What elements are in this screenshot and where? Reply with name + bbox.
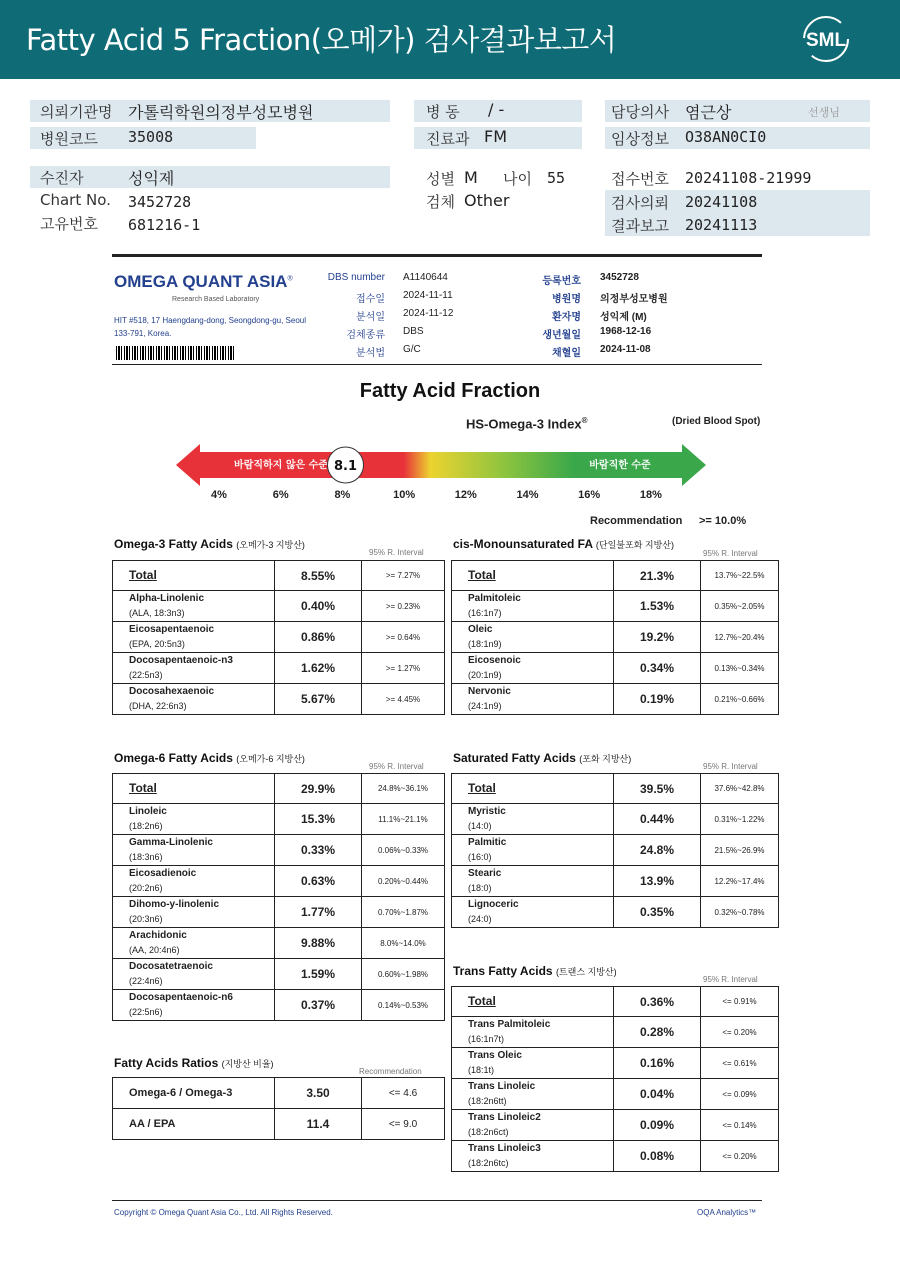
row-value: 0.40% xyxy=(275,591,362,622)
row-name-text: Docosapentaenoic-n6 xyxy=(129,992,233,1003)
row-range: 12.2%~17.4% xyxy=(701,866,779,897)
doctor-label: 담당의사 xyxy=(611,103,669,121)
table-row xyxy=(113,561,445,591)
row-range: >= 4.45% xyxy=(362,684,445,715)
meta-right-label: 등록번호 xyxy=(542,276,581,287)
row-name-sub: (24:0) xyxy=(468,914,492,924)
fraction-title: Fatty Acid Fraction xyxy=(359,380,541,402)
row-name-text: Palmitoleic xyxy=(468,593,521,604)
hospital-code-label: 병원코드 xyxy=(40,130,98,148)
lab-top-rule xyxy=(112,254,762,257)
row-name-text: Docosahexaenoic xyxy=(129,686,215,697)
meta-left-value: 2024-11-11 xyxy=(403,290,453,301)
row-name-text: Stearic xyxy=(468,868,502,879)
row-value: 0.36% xyxy=(614,987,701,1017)
row-value: 0.19% xyxy=(614,684,701,715)
row-range: 24.8%~36.1% xyxy=(362,774,445,804)
row-name xyxy=(452,1141,614,1172)
row-range: 21.5%~26.9% xyxy=(701,835,779,866)
row-name xyxy=(113,959,275,990)
row-range: 13.7%~22.5% xyxy=(701,561,779,591)
row-name-text: Oleic xyxy=(468,624,493,635)
row-range: 0.60%~1.98% xyxy=(362,959,445,990)
omega6-title-sub: (오메가-6 지방산) xyxy=(236,754,305,764)
table-row xyxy=(452,561,779,591)
row-name xyxy=(452,591,614,622)
row-name xyxy=(452,653,614,684)
row-range: >= 0.64% xyxy=(362,622,445,653)
row-range: <= 0.14% xyxy=(701,1110,779,1141)
row-value: 0.16% xyxy=(614,1048,701,1079)
row-name-sub: (20:3n6) xyxy=(129,914,163,924)
table-row xyxy=(452,653,779,684)
row-name-sub: (18:1n9) xyxy=(468,639,502,649)
row-range: <= 0.20% xyxy=(701,1141,779,1172)
row-name-sub: (24:1n9) xyxy=(468,701,502,711)
table-row xyxy=(452,774,779,804)
recommendation-label: Recommendation xyxy=(590,515,683,527)
row-name-text: Lignoceric xyxy=(468,899,519,910)
meta-left-value: DBS xyxy=(403,326,424,337)
row-name-sub: (14:0) xyxy=(468,821,492,831)
meta-left-value: G/C xyxy=(403,344,421,355)
id-label: 고유번호 xyxy=(40,215,98,233)
omega3-title xyxy=(114,537,305,551)
row-name-sub: (20:1n9) xyxy=(468,670,502,680)
report-value: 20241113 xyxy=(685,216,758,234)
row-name xyxy=(452,684,614,715)
dept-value: FM xyxy=(484,127,508,146)
row-name-text: Myristic xyxy=(468,806,506,817)
index-value: 8.1 xyxy=(333,459,358,474)
row-value: 11.4 xyxy=(275,1109,362,1140)
row-range: 11.1%~21.1% xyxy=(362,804,445,835)
table-row xyxy=(452,622,779,653)
row-name-sub: (16:1n7t) xyxy=(468,1034,505,1044)
gauge-tick-label: 6% xyxy=(272,489,289,501)
row-range: 12.7%~20.4% xyxy=(701,622,779,653)
clinical-label: 임상정보 xyxy=(611,130,669,148)
row-name xyxy=(113,774,275,804)
row-value: 0.63% xyxy=(275,866,362,897)
meta-right-value: 3452728 xyxy=(600,272,639,283)
omega6-title xyxy=(114,751,305,765)
row-value: 29.9% xyxy=(275,774,362,804)
row-value: 5.67% xyxy=(275,684,362,715)
row-name-text: Trans Linoleic xyxy=(468,1081,536,1092)
row-name-text: Arachidonic xyxy=(129,930,187,941)
row-name-sub: (16:1n7) xyxy=(468,608,502,618)
trans-table xyxy=(451,986,779,1172)
row-name-text: Eicosadienoic xyxy=(129,868,197,879)
row-name-text: Trans Palmitoleic xyxy=(468,1019,551,1030)
row-range: 37.6%~42.8% xyxy=(701,774,779,804)
request-label: 검사의뢰 xyxy=(611,194,669,212)
specimen-value: Other xyxy=(464,191,510,210)
table-row xyxy=(452,591,779,622)
row-name xyxy=(113,804,275,835)
index-marker xyxy=(327,447,363,483)
row-name xyxy=(113,653,275,684)
row-value: 3.50 xyxy=(275,1078,362,1109)
id-value: 681216-1 xyxy=(128,216,201,234)
table-row xyxy=(113,928,445,959)
row-name xyxy=(113,897,275,928)
row-value: 0.33% xyxy=(275,835,362,866)
row-value: 0.35% xyxy=(614,897,701,928)
row-range: <= 9.0 xyxy=(362,1109,445,1140)
row-name-text: Trans Linoleic3 xyxy=(468,1143,541,1154)
row-range: 0.31%~1.22% xyxy=(701,804,779,835)
mufa-title-text: cis-Monounsaturated FA xyxy=(453,537,593,551)
row-value: 0.08% xyxy=(614,1141,701,1172)
receipt-value: 20241108-21999 xyxy=(685,169,812,187)
gauge-tick-label: 10% xyxy=(393,489,416,501)
table-row xyxy=(113,774,445,804)
barcode-image xyxy=(116,346,236,360)
table-row xyxy=(113,622,445,653)
table-row xyxy=(452,1017,779,1048)
row-name xyxy=(452,1017,614,1048)
row-name-sub: (22:4n6) xyxy=(129,976,163,986)
row-name-sub: (DHA, 22:6n3) xyxy=(129,701,187,711)
omega-quant-logo xyxy=(114,272,293,292)
request-value: 20241108 xyxy=(685,193,758,211)
row-value: 39.5% xyxy=(614,774,701,804)
ratios-title xyxy=(114,1056,274,1070)
ward-label: 병 동 xyxy=(426,103,460,121)
row-range: <= 0.09% xyxy=(701,1079,779,1110)
meta-right-label: 환자명 xyxy=(552,312,581,323)
meta-right-value: 성익제 (M) xyxy=(600,312,647,323)
row-range: >= 7.27% xyxy=(362,561,445,591)
table-row xyxy=(452,1079,779,1110)
row-name-text: Dihomo-y-linolenic xyxy=(129,899,219,910)
row-value: 0.86% xyxy=(275,622,362,653)
row-range: >= 0.23% xyxy=(362,591,445,622)
patient-label: 수진자 xyxy=(40,169,84,187)
row-name-text: Docosatetraenoic xyxy=(129,961,213,972)
row-value: 1.53% xyxy=(614,591,701,622)
meta-right-label: 생년월일 xyxy=(542,330,581,341)
row-name-sub: (AA, 20:4n6) xyxy=(129,945,180,955)
row-name-sub: (16:0) xyxy=(468,852,492,862)
row-value: 24.8% xyxy=(614,835,701,866)
row-name xyxy=(452,1048,614,1079)
row-name-text: Trans Linoleic2 xyxy=(468,1112,541,1123)
patient-value: 성익제 xyxy=(128,169,175,188)
gauge-tick-label: 8% xyxy=(334,489,351,501)
row-name-sub: (18:2n6ct) xyxy=(468,1127,509,1137)
meta-right-label: 채혈일 xyxy=(552,348,581,359)
row-value: 0.44% xyxy=(614,804,701,835)
row-name xyxy=(113,835,275,866)
lab-bottom-rule xyxy=(112,364,762,365)
omega3-table xyxy=(112,560,445,715)
table-row xyxy=(113,1078,445,1109)
row-name xyxy=(452,622,614,653)
copyright-text: Copyright © Omega Quant Asia Co., Ltd. All Rights Reserved. xyxy=(114,1208,333,1217)
row-value: 13.9% xyxy=(614,866,701,897)
footer-rule xyxy=(112,1200,762,1201)
meta-right-value: 2024-11-08 xyxy=(600,344,651,355)
table-row xyxy=(452,684,779,715)
row-name xyxy=(113,866,275,897)
row-value: 19.2% xyxy=(614,622,701,653)
row-range: >= 1.27% xyxy=(362,653,445,684)
table-row xyxy=(113,897,445,928)
row-value: 0.09% xyxy=(614,1110,701,1141)
meta-right-value: 의정부성모병원 xyxy=(600,294,668,305)
row-name-text: Total xyxy=(468,994,496,1008)
sml-logo-text: SML xyxy=(805,30,847,51)
meta-right-label: 병원명 xyxy=(552,294,581,305)
row-name-text: Total xyxy=(129,568,157,582)
row-name-sub: (18:3n6) xyxy=(129,852,163,862)
meta-left-value: 2024-11-12 xyxy=(403,308,454,319)
trans-title-sub: (트랜스 지방산) xyxy=(555,967,617,977)
report-label: 결과보고 xyxy=(611,217,669,235)
omega6-table xyxy=(112,773,445,1021)
dept-label: 진료과 xyxy=(426,130,470,148)
table-row xyxy=(113,684,445,715)
hospital-code-value: 35008 xyxy=(128,128,174,146)
row-name xyxy=(452,835,614,866)
omega-quant-logo-text: OMEGA QUANT ASIA xyxy=(114,272,288,291)
row-name xyxy=(452,987,614,1017)
table-row xyxy=(113,835,445,866)
gauge-tick-label: 12% xyxy=(454,489,477,501)
mufa-title xyxy=(453,537,674,551)
trans-title xyxy=(453,964,617,978)
table-row xyxy=(452,1048,779,1079)
recommendation-value: >= 10.0% xyxy=(699,515,747,527)
row-name xyxy=(452,1110,614,1141)
meta-left-label: DBS number xyxy=(327,272,385,283)
doctor-value: 염근상 xyxy=(685,103,732,122)
row-range: <= 4.6 xyxy=(362,1078,445,1109)
row-name-text: AA / EPA xyxy=(129,1117,176,1130)
saturated-interval-label: 95% R. Interval xyxy=(703,762,758,771)
row-value: 0.34% xyxy=(614,653,701,684)
row-name xyxy=(113,928,275,959)
lab-address: HIT #518, 17 Haengdang-dong, Seongdong-gu, Seoul 133-791, Korea. xyxy=(114,316,307,338)
row-name-text: Gamma-Linolenic xyxy=(129,837,213,848)
row-range: 8.0%~14.0% xyxy=(362,928,445,959)
ward-value: / - xyxy=(488,100,505,119)
chart-label: Chart No. xyxy=(40,191,111,209)
row-name-text: Omega-6 / Omega-3 xyxy=(129,1086,233,1099)
row-name xyxy=(113,990,275,1021)
row-name xyxy=(113,561,275,591)
row-name-text: Eicosenoic xyxy=(468,655,521,666)
table-row xyxy=(113,804,445,835)
row-name xyxy=(113,684,275,715)
row-name-sub: (20:2n6) xyxy=(129,883,163,893)
institution-value: 가톨릭학원의정부성모병원 xyxy=(128,103,314,122)
meta-left-label: 검체종류 xyxy=(346,330,385,341)
row-value: 9.88% xyxy=(275,928,362,959)
row-name-sub: (22:5n3) xyxy=(129,670,163,680)
row-name-text: Eicosapentaenoic xyxy=(129,624,215,635)
omega-quant-logo-reg: ® xyxy=(287,275,293,283)
trans-title-text: Trans Fatty Acids xyxy=(453,964,553,978)
row-range: <= 0.91% xyxy=(701,987,779,1017)
gauge-tick-label: 16% xyxy=(578,489,601,501)
table-row xyxy=(113,866,445,897)
table-row xyxy=(113,1109,445,1140)
table-row xyxy=(113,653,445,684)
row-value: 8.55% xyxy=(275,561,362,591)
band-patient xyxy=(30,166,390,188)
ratios-rec-label: Recommendation xyxy=(359,1067,422,1076)
table-row xyxy=(452,1110,779,1141)
row-name-sub: (EPA, 20:5n3) xyxy=(129,639,185,649)
institution-label: 의뢰기관명 xyxy=(40,103,113,121)
row-name-text: Linoleic xyxy=(129,806,167,817)
row-value: 21.3% xyxy=(614,561,701,591)
row-name xyxy=(452,561,614,591)
row-name-text: Trans Oleic xyxy=(468,1050,522,1061)
row-value: 1.62% xyxy=(275,653,362,684)
age-value: 55 xyxy=(547,169,566,187)
sml-logo xyxy=(801,14,851,64)
row-name-sub: (18:2n6tc) xyxy=(468,1158,509,1168)
row-name-text: Nervonic xyxy=(468,686,511,697)
meta-left-value: A1140644 xyxy=(403,272,448,283)
index-gauge xyxy=(170,440,710,490)
row-name xyxy=(113,1078,275,1109)
clinical-value: O38AN0CI0 xyxy=(685,128,767,146)
row-name-sub: (ALA, 18:3n3) xyxy=(129,608,185,618)
table-row xyxy=(452,897,779,928)
row-name xyxy=(452,866,614,897)
footer-brand: OQA Analytics™ xyxy=(697,1208,757,1217)
row-name-sub: (22:5n6) xyxy=(129,1007,163,1017)
saturated-title-sub: (포화 지방산) xyxy=(579,754,632,764)
receipt-label: 접수번호 xyxy=(611,170,669,188)
gauge-tick-label: 14% xyxy=(516,489,539,501)
mufa-table xyxy=(451,560,779,715)
row-range: 0.06%~0.33% xyxy=(362,835,445,866)
meta-right-value: 1968-12-16 xyxy=(600,326,652,337)
mufa-title-sub: (단일불포화 지방산) xyxy=(595,540,674,550)
good-level-label: 바람직한 수준 xyxy=(589,460,651,471)
saturated-title-text: Saturated Fatty Acids xyxy=(453,751,576,765)
row-name xyxy=(113,1109,275,1140)
row-name-sub: (18:2n6) xyxy=(129,821,163,831)
row-range: <= 0.61% xyxy=(701,1048,779,1079)
chart-value: 3452728 xyxy=(128,193,192,211)
report-title: Fatty Acid 5 Fraction(오메가) 검사결과보고서 xyxy=(26,23,617,57)
table-row xyxy=(452,1141,779,1172)
saturated-title xyxy=(453,751,631,765)
row-range: 0.14%~0.53% xyxy=(362,990,445,1021)
doctor-suffix: 선생님 xyxy=(808,106,840,119)
row-name xyxy=(113,591,275,622)
row-range: 0.21%~0.66% xyxy=(701,684,779,715)
meta-left-label: 분석일 xyxy=(356,312,385,323)
table-row xyxy=(452,835,779,866)
meta-left-label: 분석법 xyxy=(356,348,385,359)
sample-type: (Dried Blood Spot) xyxy=(672,416,761,427)
omega6-title-text: Omega-6 Fatty Acids xyxy=(114,751,233,765)
omega3-title-text: Omega-3 Fatty Acids xyxy=(114,537,233,551)
row-value: 0.37% xyxy=(275,990,362,1021)
row-value: 0.04% xyxy=(614,1079,701,1110)
table-row xyxy=(452,866,779,897)
row-name-text: Alpha-Linolenic xyxy=(129,593,204,604)
row-name-sub: (18:2n6tt) xyxy=(468,1096,507,1106)
table-row xyxy=(113,990,445,1021)
row-name-text: Total xyxy=(468,781,496,795)
row-name-text: Docosapentaenoic-n3 xyxy=(129,655,233,666)
row-value: 1.77% xyxy=(275,897,362,928)
row-value: 1.59% xyxy=(275,959,362,990)
gauge-tick-label: 18% xyxy=(639,489,662,501)
omega3-interval-label: 95% R. Interval xyxy=(369,548,424,557)
row-value: 0.28% xyxy=(614,1017,701,1048)
row-range: 0.32%~0.78% xyxy=(701,897,779,928)
row-name xyxy=(452,804,614,835)
row-name-sub: (18:1t) xyxy=(468,1065,495,1075)
ratios-table xyxy=(112,1077,445,1140)
row-value: 15.3% xyxy=(275,804,362,835)
specimen-label: 검체 xyxy=(426,193,455,211)
ratios-title-text: Fatty Acids Ratios xyxy=(114,1056,219,1070)
meta-left-label: 접수일 xyxy=(356,294,385,305)
table-row xyxy=(113,591,445,622)
age-label: 나이 xyxy=(503,170,532,188)
table-row xyxy=(452,804,779,835)
row-range: 0.35%~2.05% xyxy=(701,591,779,622)
bad-level-label: 바람직하지 않은 수준 xyxy=(234,460,328,471)
gauge-tick-label: 4% xyxy=(211,489,227,501)
trans-interval-label: 95% R. Interval xyxy=(703,975,758,984)
table-row xyxy=(113,959,445,990)
ratios-title-sub: (지방산 비율) xyxy=(221,1059,274,1069)
row-name-text: Total xyxy=(468,568,496,582)
saturated-table xyxy=(451,773,779,928)
mufa-interval-label: 95% R. Interval xyxy=(703,549,758,558)
omega3-title-sub: (오메가-3 지방산) xyxy=(236,540,305,550)
lab-subtitle: Research Based Laboratory xyxy=(172,296,260,303)
row-name xyxy=(113,622,275,653)
row-name-sub: (18:0) xyxy=(468,883,492,893)
row-range: 0.20%~0.44% xyxy=(362,866,445,897)
row-name-text: Palmitic xyxy=(468,837,507,848)
row-range: 0.70%~1.87% xyxy=(362,897,445,928)
omega6-interval-label: 95% R. Interval xyxy=(369,762,424,771)
row-name xyxy=(452,1079,614,1110)
row-range: <= 0.20% xyxy=(701,1017,779,1048)
row-range: 0.13%~0.34% xyxy=(701,653,779,684)
sex-label: 성별 xyxy=(426,170,455,188)
sex-value: M xyxy=(464,168,478,187)
index-label-sup: ® xyxy=(581,416,588,425)
row-name xyxy=(452,897,614,928)
table-row xyxy=(452,987,779,1017)
row-name-text: Total xyxy=(129,781,157,795)
report-header xyxy=(0,0,900,79)
index-label-text: HS-Omega-3 Index xyxy=(466,416,582,432)
row-name xyxy=(452,774,614,804)
index-label xyxy=(466,416,588,431)
